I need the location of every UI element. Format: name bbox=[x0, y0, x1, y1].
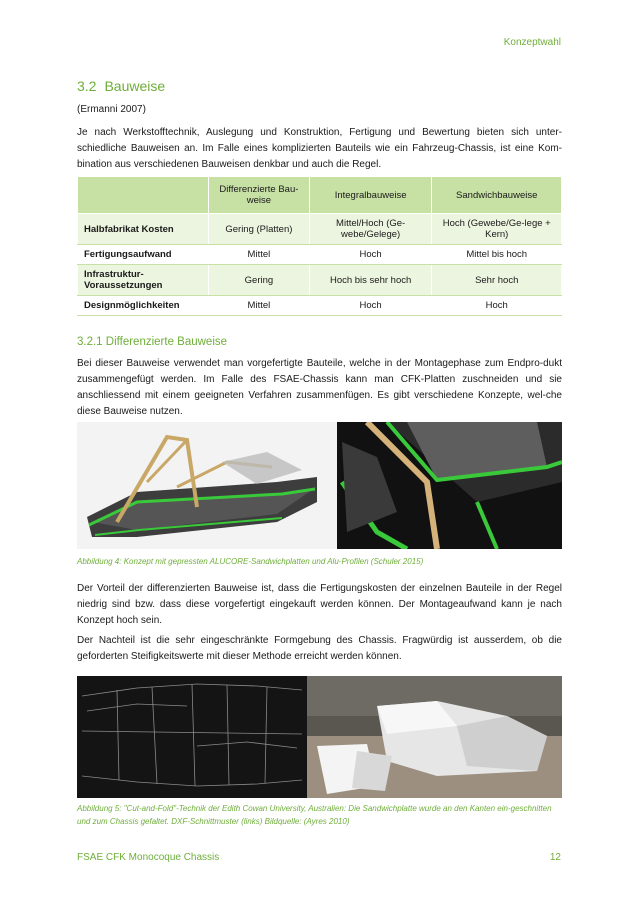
row-header-cell: Infrastruktur-Voraussetzungen bbox=[78, 265, 209, 296]
table-cell: Hoch bbox=[309, 296, 432, 316]
row-header-cell: Designmöglichkeiten bbox=[78, 296, 209, 316]
table-cell: Hoch (Gewebe/Ge-lege + Kern) bbox=[432, 214, 562, 245]
table-row bbox=[78, 214, 562, 245]
subsection-heading bbox=[77, 336, 227, 348]
running-header: Konzeptwahl bbox=[503, 37, 561, 48]
table-cell: Hoch bbox=[309, 245, 432, 265]
table-cell: Mittel bbox=[209, 296, 310, 316]
figure-caption: Abbildung 4: Konzept mit gepressten ALUCORE-Sandwichplatten und Alu-Profilen (Schuler 2015) bbox=[77, 557, 424, 566]
comparison-table bbox=[77, 176, 562, 316]
table-cell: Gering bbox=[209, 265, 310, 296]
chassis-render-image bbox=[77, 422, 562, 549]
table-row bbox=[78, 265, 562, 296]
body-paragraph: Der Nachteil ist die sehr eingeschränkte Formgebung des Chassis. Fragwürdig ist ausserdem, ob die geforderten Steifigkeitswerte mit dieser Methode erreicht werden können. bbox=[77, 635, 562, 662]
table-header-cell: Sandwichbauweise bbox=[432, 177, 562, 214]
subsection-number: 3.2.1 bbox=[77, 336, 103, 348]
table-cell: Mittel/Hoch (Ge-webe/Gelege) bbox=[309, 214, 432, 245]
table-cell: Hoch bbox=[432, 296, 562, 316]
body-paragraph: Bei dieser Bauweise verwendet man vorgefertigte Bauteile, welche in der Montagephase zum Endpro-dukt zusammengefügt werden. Im Falle des FSAE-Chassis kann man CFK-Platten zuschneiden und sie anschliessend mit einem geeigneten Verfahren zusammenfügen. Es gibt verschiedene Konzepte, wel-che diese Bauweise nutzen. bbox=[77, 358, 562, 417]
citation: (Ermanni 2007) bbox=[77, 104, 146, 115]
figure-cut-and-fold bbox=[77, 676, 562, 798]
table-row bbox=[78, 245, 562, 265]
intro-paragraph: Je nach Werkstofftechnik, Auslegung und Konstruktion, Fertigung und Bewertung bieten sich unter-schiedliche Bauweisen an. Im Falle eines komplizierten Bauteils wie ein Fahrzeug-Chassis, ist eine Kom-bination aus verschiedenen Bauweisen denkbar und auch die Regel. bbox=[77, 127, 562, 170]
table-header-cell bbox=[78, 177, 209, 214]
table-cell: Gering (Platten) bbox=[209, 214, 310, 245]
table-row bbox=[78, 296, 562, 316]
section-title-text: Bauweise bbox=[104, 78, 166, 94]
table-header-cell: Differenzierte Bau-weise bbox=[209, 177, 310, 214]
section-number: 3.2 bbox=[77, 78, 97, 94]
footer-title: FSAE CFK Monocoque Chassis bbox=[77, 852, 220, 863]
cut-fold-image bbox=[77, 676, 562, 798]
table-header-cell: Integralbauweise bbox=[309, 177, 432, 214]
body-paragraph: Der Vorteil der differenzierten Bauweise ist, dass die Fertigungskosten der einzelnen Bauteile in der Regel niedrig sind bzw. dass diese vorgefertigt eingekauft werden können. Der Montageaufwand kann je nach Konzept hoch sein. bbox=[77, 583, 562, 626]
table-cell: Sehr hoch bbox=[432, 265, 562, 296]
page-number: 12 bbox=[549, 852, 561, 863]
table-header-row bbox=[78, 177, 562, 214]
row-header-cell: Halbfabrikat Kosten bbox=[78, 214, 209, 245]
table-cell: Mittel bbox=[209, 245, 310, 265]
figure-caption: Abbildung 5: "Cut-and-Fold"-Technik der Edith Cowan University, Australien: Die Sandwichplatte wurde an den Kanten ein-geschnitten und zum Chassis gefaltet. DXF-Schnittmuster (links) Bildquelle: (Ayres 2010) bbox=[77, 804, 552, 826]
figure-chassis-concept bbox=[77, 422, 562, 549]
section-heading bbox=[77, 78, 165, 94]
table-cell: Mittel bis hoch bbox=[432, 245, 562, 265]
table-cell: Hoch bis sehr hoch bbox=[309, 265, 432, 296]
subsection-title-text: Differenzierte Bauweise bbox=[105, 336, 228, 348]
row-header-cell: Fertigungsaufwand bbox=[78, 245, 209, 265]
